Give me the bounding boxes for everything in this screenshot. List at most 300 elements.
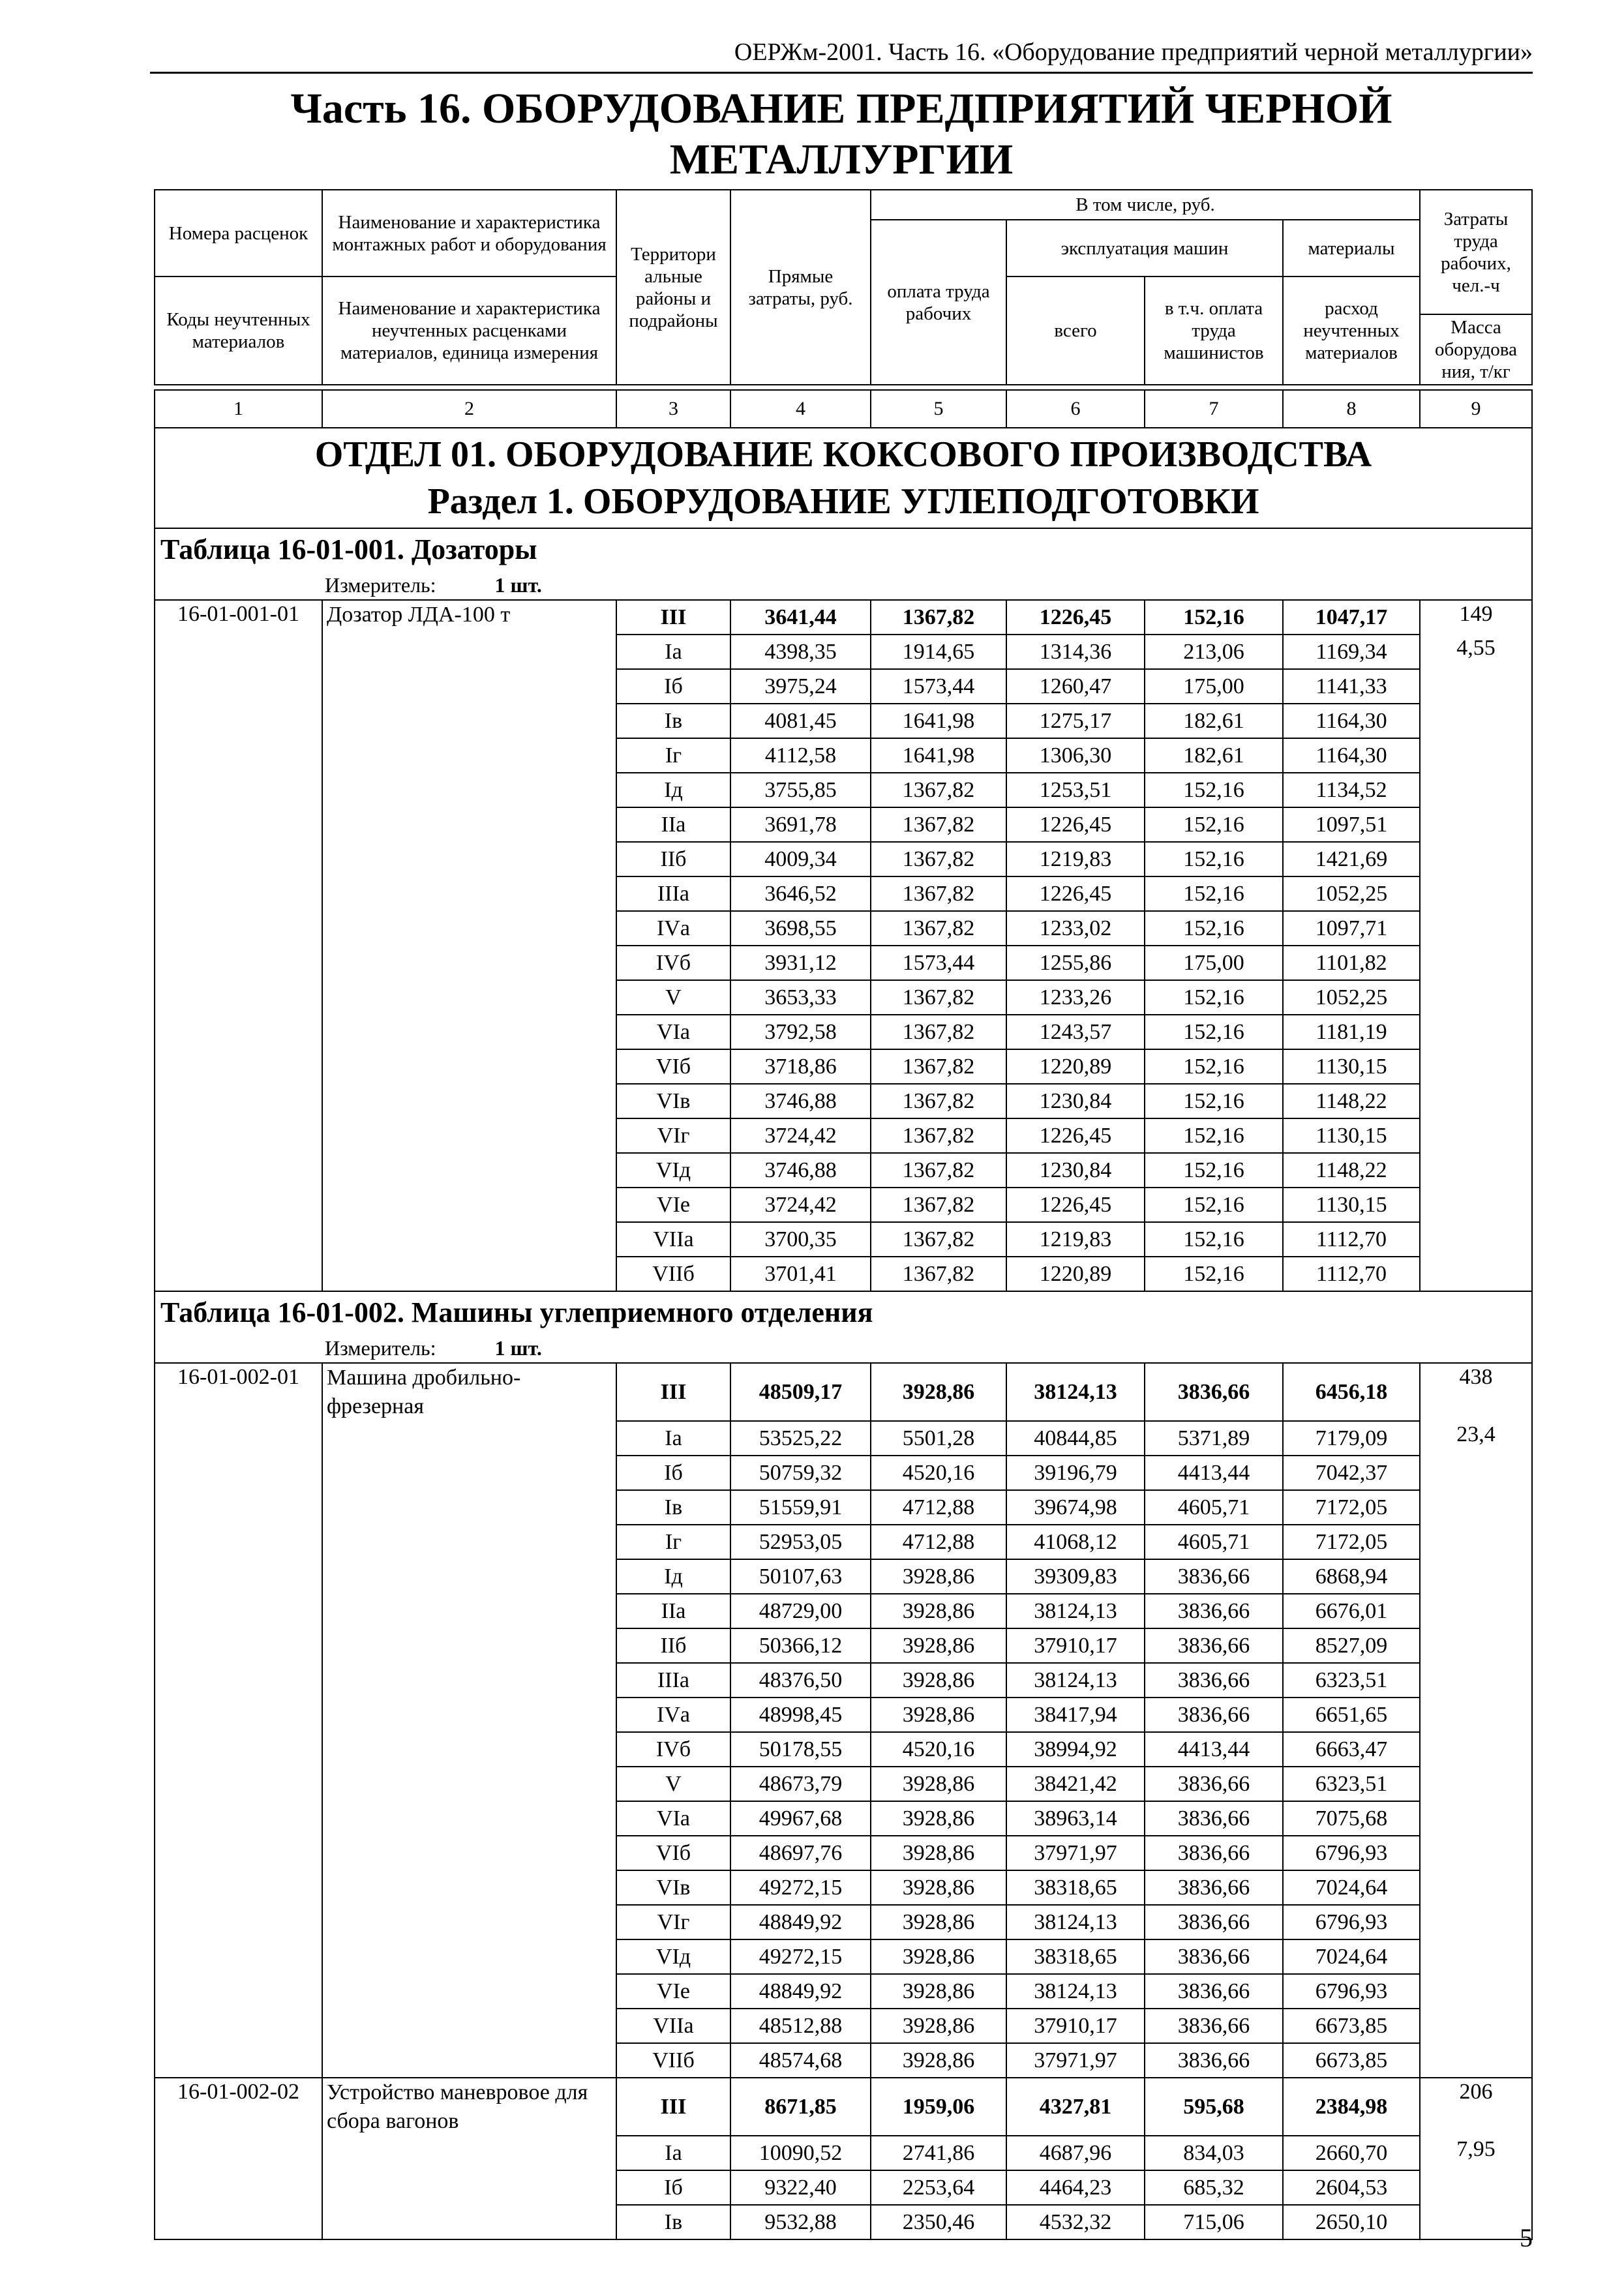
rate-code — [155, 635, 322, 669]
table-row — [155, 842, 1532, 876]
table-row — [155, 1188, 1532, 1222]
rate-code — [155, 807, 322, 842]
table-row — [155, 1594, 1532, 1628]
item-name — [322, 1905, 616, 1939]
territory: IVб — [616, 946, 730, 980]
direct-cost: 48849,92 — [730, 1905, 871, 1939]
direct-cost: 48729,00 — [730, 1594, 871, 1628]
measure-unit-row — [155, 571, 1532, 600]
territory: VIIб — [616, 1257, 730, 1291]
materials-cost: 6663,47 — [1283, 1732, 1420, 1767]
table-row — [155, 1974, 1532, 2009]
labor-mass-cell — [1420, 807, 1532, 842]
territory: IIа — [616, 807, 730, 842]
machinists-wages: 175,00 — [1145, 946, 1283, 980]
territory: III — [616, 1363, 730, 1421]
table-row — [155, 2205, 1532, 2239]
machinists-wages: 3836,66 — [1145, 1363, 1283, 1421]
rate-code — [155, 1222, 322, 1257]
direct-cost: 49272,15 — [730, 1870, 871, 1905]
rate-code — [155, 1836, 322, 1870]
wages: 4712,88 — [871, 1525, 1006, 1559]
table-row — [155, 1456, 1532, 1490]
wages: 1367,82 — [871, 911, 1006, 946]
direct-cost: 3931,12 — [730, 946, 871, 980]
equipment-mass: 4,55 — [1420, 635, 1532, 669]
item-name — [322, 911, 616, 946]
machinists-wages: 3836,66 — [1145, 2009, 1283, 2043]
territory: Iб — [616, 2170, 730, 2205]
territory: Iб — [616, 1456, 730, 1490]
rate-code — [155, 980, 322, 1015]
table-row — [155, 1559, 1532, 1594]
machinists-wages: 152,16 — [1145, 600, 1283, 635]
machines-total: 1226,45 — [1006, 600, 1145, 635]
machines-total: 4464,23 — [1006, 2170, 1145, 2205]
labor-mass-cell — [1420, 1153, 1532, 1188]
item-name — [322, 2205, 616, 2239]
territory: Iд — [616, 1559, 730, 1594]
table-row — [155, 1732, 1532, 1767]
item-name — [322, 1525, 616, 1559]
materials-cost: 6673,85 — [1283, 2043, 1420, 2078]
direct-cost: 3718,86 — [730, 1049, 871, 1084]
direct-cost: 3698,55 — [730, 911, 871, 946]
territory: VIг — [616, 1905, 730, 1939]
machinists-wages: 182,61 — [1145, 738, 1283, 773]
wages: 1367,82 — [871, 1257, 1006, 1291]
machinists-wages: 152,16 — [1145, 807, 1283, 842]
machinists-wages: 152,16 — [1145, 1015, 1283, 1049]
equipment-mass: 7,95 — [1420, 2136, 1532, 2170]
machines-total: 37910,17 — [1006, 2009, 1145, 2043]
machinists-wages: 595,68 — [1145, 2078, 1283, 2136]
measure-unit-value: 1 шт. — [494, 573, 542, 597]
col-name-header: Наименование и характеристика монтажных работ и оборудования — [322, 190, 616, 277]
col-unaccounted-codes-header: Коды неучтенных материалов — [155, 277, 322, 385]
machines-total: 41068,12 — [1006, 1525, 1145, 1559]
rate-code — [155, 738, 322, 773]
materials-cost: 6456,18 — [1283, 1363, 1420, 1421]
table-row — [155, 1801, 1532, 1836]
territory: III — [616, 2078, 730, 2136]
table-row — [155, 2043, 1532, 2078]
territory: VIв — [616, 1870, 730, 1905]
col-number: 7 — [1145, 390, 1283, 428]
territory: V — [616, 1767, 730, 1801]
territory: IVа — [616, 1698, 730, 1732]
item-name — [322, 1559, 616, 1594]
item-name — [322, 669, 616, 704]
wages: 1367,82 — [871, 1118, 1006, 1153]
machinists-wages: 175,00 — [1145, 669, 1283, 704]
direct-cost: 4112,58 — [730, 738, 871, 773]
machinists-wages: 3836,66 — [1145, 1594, 1283, 1628]
item-name — [322, 704, 616, 738]
materials-cost: 1164,30 — [1283, 704, 1420, 738]
territory: VIе — [616, 1188, 730, 1222]
wages: 1367,82 — [871, 1222, 1006, 1257]
labor-mass-cell — [1420, 738, 1532, 773]
rate-code — [155, 669, 322, 704]
labor-mass-cell — [1420, 1801, 1532, 1836]
machinists-wages: 152,16 — [1145, 980, 1283, 1015]
materials-cost: 1148,22 — [1283, 1153, 1420, 1188]
table-row — [155, 1490, 1532, 1525]
col-number: 2 — [322, 390, 616, 428]
table-row — [155, 1905, 1532, 1939]
materials-cost: 6796,93 — [1283, 1905, 1420, 1939]
rate-code — [155, 2009, 322, 2043]
territory: VIIа — [616, 2009, 730, 2043]
rate-code — [155, 1663, 322, 1698]
table-row — [155, 1257, 1532, 1291]
materials-cost: 7024,64 — [1283, 1939, 1420, 1974]
table-row — [155, 2170, 1532, 2205]
materials-cost: 1097,51 — [1283, 807, 1420, 842]
materials-cost: 2650,10 — [1283, 2205, 1420, 2239]
machines-total: 1306,30 — [1006, 738, 1145, 773]
territory: VIб — [616, 1049, 730, 1084]
rate-code — [155, 704, 322, 738]
direct-cost: 50107,63 — [730, 1559, 871, 1594]
wages: 3928,86 — [871, 1559, 1006, 1594]
territory: Iа — [616, 635, 730, 669]
machines-total: 38124,13 — [1006, 1594, 1145, 1628]
territory: Iа — [616, 1421, 730, 1456]
wages: 3928,86 — [871, 2043, 1006, 2078]
materials-cost: 1169,34 — [1283, 635, 1420, 669]
rate-code — [155, 1421, 322, 1456]
part-title-line2: МЕТАЛЛУРГИИ — [669, 136, 1014, 183]
wages: 1367,82 — [871, 1188, 1006, 1222]
wages: 3928,86 — [871, 2009, 1006, 2043]
table-row — [155, 738, 1532, 773]
machinists-wages: 3836,66 — [1145, 1559, 1283, 1594]
machines-total: 1233,26 — [1006, 980, 1145, 1015]
rate-code — [155, 1905, 322, 1939]
header-rule — [150, 72, 1533, 74]
machinists-wages: 715,06 — [1145, 2205, 1283, 2239]
col-number: 6 — [1006, 390, 1145, 428]
machines-total: 1220,89 — [1006, 1257, 1145, 1291]
wages: 1367,82 — [871, 1084, 1006, 1118]
wages: 1573,44 — [871, 669, 1006, 704]
labor-hours: 149 — [1420, 600, 1532, 635]
direct-cost: 4009,34 — [730, 842, 871, 876]
materials-cost: 1148,22 — [1283, 1084, 1420, 1118]
rate-code — [155, 1767, 322, 1801]
machines-total: 37971,97 — [1006, 1836, 1145, 1870]
machinists-wages: 4605,71 — [1145, 1490, 1283, 1525]
direct-cost: 4081,45 — [730, 704, 871, 738]
labor-mass-cell — [1420, 1905, 1532, 1939]
territory: IVб — [616, 1732, 730, 1767]
table-row — [155, 1118, 1532, 1153]
materials-cost: 1130,15 — [1283, 1049, 1420, 1084]
machinists-wages: 152,16 — [1145, 842, 1283, 876]
labor-mass-cell — [1420, 1663, 1532, 1698]
machines-total: 39674,98 — [1006, 1490, 1145, 1525]
item-name — [322, 1118, 616, 1153]
col-labor-header: Затраты труда рабочих, чел.-ч — [1420, 190, 1532, 314]
item-name — [322, 980, 616, 1015]
territory: IIб — [616, 842, 730, 876]
materials-cost: 6796,93 — [1283, 1836, 1420, 1870]
machines-total: 38318,65 — [1006, 1939, 1145, 1974]
labor-mass-cell — [1420, 1525, 1532, 1559]
machinists-wages: 4413,44 — [1145, 1732, 1283, 1767]
materials-cost: 7172,05 — [1283, 1490, 1420, 1525]
col-number: 5 — [871, 390, 1006, 428]
machines-total: 1253,51 — [1006, 773, 1145, 807]
materials-cost: 2384,98 — [1283, 2078, 1420, 2136]
machinists-wages: 152,16 — [1145, 1153, 1283, 1188]
direct-cost: 3653,33 — [730, 980, 871, 1015]
col-including-header: В том числе, руб. — [871, 190, 1420, 220]
territory: Iг — [616, 738, 730, 773]
wages: 1641,98 — [871, 738, 1006, 773]
labor-mass-cell — [1420, 1084, 1532, 1118]
wages: 1367,82 — [871, 876, 1006, 911]
rate-code — [155, 1939, 322, 1974]
territory: Iд — [616, 773, 730, 807]
materials-cost: 1052,25 — [1283, 980, 1420, 1015]
machinists-wages: 3836,66 — [1145, 1939, 1283, 1974]
item-name — [322, 2009, 616, 2043]
wages: 3928,86 — [871, 1870, 1006, 1905]
machines-total: 1230,84 — [1006, 1084, 1145, 1118]
direct-cost: 3691,78 — [730, 807, 871, 842]
machines-total: 1219,83 — [1006, 1222, 1145, 1257]
wages: 1573,44 — [871, 946, 1006, 980]
table-row — [155, 600, 1532, 635]
item-name — [322, 1974, 616, 2009]
wages: 1367,82 — [871, 600, 1006, 635]
item-name — [322, 1222, 616, 1257]
table-row — [155, 773, 1532, 807]
table-row — [155, 1767, 1532, 1801]
direct-cost: 3724,42 — [730, 1188, 871, 1222]
direct-cost: 8671,85 — [730, 2078, 871, 2136]
machines-total: 38124,13 — [1006, 1663, 1145, 1698]
direct-cost: 48376,50 — [730, 1663, 871, 1698]
col-direct-costs-header: Прямые затраты, руб. — [730, 190, 871, 385]
materials-cost: 1164,30 — [1283, 738, 1420, 773]
direct-cost: 3641,44 — [730, 600, 871, 635]
machines-total: 1275,17 — [1006, 704, 1145, 738]
rate-code — [155, 1594, 322, 1628]
direct-cost: 9322,40 — [730, 2170, 871, 2205]
table-row — [155, 1015, 1532, 1049]
machines-total: 39196,79 — [1006, 1456, 1145, 1490]
machines-total: 38963,14 — [1006, 1801, 1145, 1836]
col-machinists-wages-header: в т.ч. оплата труда машинистов — [1145, 277, 1283, 385]
machines-total: 1243,57 — [1006, 1015, 1145, 1049]
rate-code — [155, 1257, 322, 1291]
machines-total: 37910,17 — [1006, 1628, 1145, 1663]
rate-code — [155, 911, 322, 946]
item-name — [322, 1456, 616, 1490]
wages: 4520,16 — [871, 1456, 1006, 1490]
machinists-wages: 213,06 — [1145, 635, 1283, 669]
direct-cost: 4398,35 — [730, 635, 871, 669]
labor-mass-cell — [1420, 842, 1532, 876]
direct-cost: 48998,45 — [730, 1698, 871, 1732]
direct-cost: 3724,42 — [730, 1118, 871, 1153]
item-name — [322, 1836, 616, 1870]
wages: 2350,46 — [871, 2205, 1006, 2239]
machinists-wages: 5371,89 — [1145, 1421, 1283, 1456]
header-spacer — [155, 385, 1532, 390]
materials-cost: 7042,37 — [1283, 1456, 1420, 1490]
materials-cost: 7179,09 — [1283, 1421, 1420, 1456]
machines-total: 38994,92 — [1006, 1732, 1145, 1767]
table-row — [155, 1049, 1532, 1084]
col-territory-header: Территори альные районы и подрайоны — [616, 190, 730, 385]
table-row — [155, 1222, 1532, 1257]
materials-cost: 1134,52 — [1283, 773, 1420, 807]
wages: 1367,82 — [871, 980, 1006, 1015]
rate-code — [155, 2043, 322, 2078]
item-name — [322, 635, 616, 669]
col-number: 9 — [1420, 390, 1532, 428]
rate-code — [155, 1049, 322, 1084]
machines-total: 4532,32 — [1006, 2205, 1145, 2239]
labor-mass-cell — [1420, 1698, 1532, 1732]
machines-total: 4687,96 — [1006, 2136, 1145, 2170]
table-row — [155, 980, 1532, 1015]
item-name — [322, 1015, 616, 1049]
table-row — [155, 1421, 1532, 1456]
table-row — [155, 1870, 1532, 1905]
direct-cost: 51559,91 — [730, 1490, 871, 1525]
wages: 3928,86 — [871, 1698, 1006, 1732]
territory: III — [616, 600, 730, 635]
labor-mass-cell — [1420, 1049, 1532, 1084]
item-name — [322, 1698, 616, 1732]
labor-mass-cell — [1420, 2043, 1532, 2078]
materials-cost: 6796,93 — [1283, 1974, 1420, 2009]
machinists-wages: 3836,66 — [1145, 1767, 1283, 1801]
machines-total: 38124,13 — [1006, 1363, 1145, 1421]
direct-cost: 48574,68 — [730, 2043, 871, 2078]
machines-total: 1226,45 — [1006, 1118, 1145, 1153]
item-name — [322, 1663, 616, 1698]
materials-cost: 6651,65 — [1283, 1698, 1420, 1732]
direct-cost: 3646,52 — [730, 876, 871, 911]
wages: 3928,86 — [871, 1801, 1006, 1836]
labor-mass-cell — [1420, 1188, 1532, 1222]
materials-cost: 1112,70 — [1283, 1222, 1420, 1257]
machines-total: 1226,45 — [1006, 807, 1145, 842]
machines-total: 1219,83 — [1006, 842, 1145, 876]
rate-code — [155, 1118, 322, 1153]
col-codes-header: Номера расценок — [155, 190, 322, 277]
territory: IVа — [616, 911, 730, 946]
part-title-line1: Часть 16. ОБОРУДОВАНИЕ ПРЕДПРИЯТИЙ ЧЕРНОЙ — [290, 85, 1392, 132]
territory: VIд — [616, 1939, 730, 1974]
table-title: Таблица 16-01-002. Машины углеприемного отделения — [155, 1291, 1532, 1334]
machines-total: 38124,13 — [1006, 1905, 1145, 1939]
table-title: Таблица 16-01-001. Дозаторы — [155, 528, 1532, 571]
materials-cost: 7172,05 — [1283, 1525, 1420, 1559]
machinists-wages: 3836,66 — [1145, 1974, 1283, 2009]
item-name — [322, 1628, 616, 1663]
item-name — [322, 1257, 616, 1291]
machinists-wages: 3836,66 — [1145, 1801, 1283, 1836]
territory: VIб — [616, 1836, 730, 1870]
labor-mass-cell — [1420, 704, 1532, 738]
labor-mass-cell — [1420, 1836, 1532, 1870]
item-name — [322, 807, 616, 842]
labor-mass-cell — [1420, 1257, 1532, 1291]
table-row — [155, 1836, 1532, 1870]
machines-total: 1226,45 — [1006, 1188, 1145, 1222]
materials-cost: 2660,70 — [1283, 2136, 1420, 2170]
table-row — [155, 2009, 1532, 2043]
machines-total: 4327,81 — [1006, 2078, 1145, 2136]
machines-total: 38421,42 — [1006, 1767, 1145, 1801]
item-name — [322, 2136, 616, 2170]
materials-cost: 1181,19 — [1283, 1015, 1420, 1049]
territory: VIг — [616, 1118, 730, 1153]
item-name — [322, 2170, 616, 2205]
section-heading — [155, 428, 1532, 528]
table-row — [155, 704, 1532, 738]
item-name: Дозатор ЛДА-100 т — [322, 600, 616, 635]
item-name — [322, 842, 616, 876]
table-row — [155, 1698, 1532, 1732]
territory: VIд — [616, 1153, 730, 1188]
materials-cost: 1141,33 — [1283, 669, 1420, 704]
direct-cost: 3701,41 — [730, 1257, 871, 1291]
running-header: ОЕРЖм-2001. Часть 16. «Оборудование предприятий черной металлургии» — [734, 38, 1533, 66]
rate-code — [155, 2205, 322, 2239]
labor-mass-cell — [1420, 1594, 1532, 1628]
machinists-wages: 834,03 — [1145, 2136, 1283, 2170]
labor-mass-cell — [1420, 2170, 1532, 2205]
materials-cost: 6676,01 — [1283, 1594, 1420, 1628]
col-mass-header: Масса оборудова ния, т/кг — [1420, 314, 1532, 385]
table-row — [155, 1084, 1532, 1118]
machines-total: 1314,36 — [1006, 635, 1145, 669]
table-row — [155, 911, 1532, 946]
col-unaccounted-materials-header: расход неучтенных материалов — [1283, 277, 1420, 385]
page-number: 5 — [1520, 2223, 1533, 2252]
territory: IIб — [616, 1628, 730, 1663]
table-row — [155, 1153, 1532, 1188]
wages: 1367,82 — [871, 1015, 1006, 1049]
direct-cost: 48849,92 — [730, 1974, 871, 2009]
labor-mass-cell — [1420, 1015, 1532, 1049]
table-title-row — [155, 528, 1532, 571]
direct-cost: 53525,22 — [730, 1421, 871, 1456]
table-row — [155, 2078, 1532, 2136]
rate-code — [155, 1628, 322, 1663]
rate-code — [155, 1801, 322, 1836]
direct-cost: 3755,85 — [730, 773, 871, 807]
rate-code: 16-01-002-01 — [155, 1363, 322, 1421]
materials-cost: 6868,94 — [1283, 1559, 1420, 1594]
direct-cost: 3975,24 — [730, 669, 871, 704]
territory: VIIа — [616, 1222, 730, 1257]
territory: Iг — [616, 1525, 730, 1559]
rate-code — [155, 1490, 322, 1525]
rate-code — [155, 1559, 322, 1594]
territory: IIIа — [616, 876, 730, 911]
item-name — [322, 1049, 616, 1084]
